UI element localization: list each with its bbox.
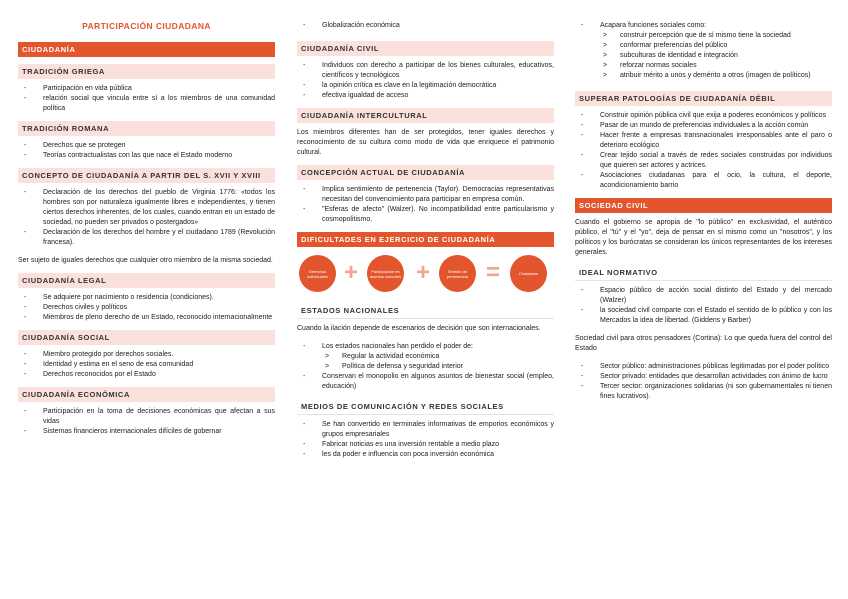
list-item: - Crear tejido social a través de redes sociales construidas por individuos que quieren ser actores y actrices. — [575, 151, 832, 171]
ideal-paragraph: Sociedad civil para otros pensadores (Cortina): Lo que queda fuera del control del Estado — [575, 335, 832, 352]
list-subitem: > conformar preferencias del público — [575, 41, 832, 51]
list-item: - Derechos reconocidos por el Estado — [18, 370, 275, 380]
list-actual — [297, 185, 554, 225]
page-title: PARTICIPACIÓN CIUDADANA — [82, 21, 211, 31]
circle-derechos-individuales: Derechos individuales — [299, 255, 336, 292]
sociedad-civil-paragraph: Cuando el gobierno se apropia de "lo público" en exclusividad, el auténtico público, el "tú" y el "yo", deja de pensar en sí mismo como un "nosotros", y los políticos y los burócratas se consideran los únicos representantes de los intereses generales. — [575, 219, 832, 256]
list-item: - Participación en vida pública — [18, 84, 275, 94]
list-item: - "Esferas de afecto" (Walzer). No incompatibilidad entre particularismo y cosmopolitismo. — [297, 205, 554, 225]
section-ciudadania-civil: CIUDADANÍA CIVIL — [297, 41, 554, 56]
list-social — [18, 350, 275, 380]
list-tradicion-griega — [18, 84, 275, 114]
list-col3-top — [575, 21, 832, 81]
list-item: - Teorías contractualistas con las que nace el Estado moderno — [18, 151, 275, 161]
circle-sentido-pertenencia: Sentido de pertenencia — [439, 255, 476, 292]
list-subitem: > subculturas de identidad e integración — [575, 51, 832, 61]
list-item: - Hacer frente a empresas transnacionales irresponsables ante el paro o deterioro ecológico — [575, 131, 832, 151]
list-subitem: > Regular la actividad económica — [297, 352, 554, 362]
list-item: - Derechos civiles y políticos — [18, 303, 275, 313]
concepto-paragraph: Ser sujeto de iguales derechos que cualquier otro miembro de la misma sociedad. — [18, 257, 273, 264]
list-tradicion-romana — [18, 141, 275, 161]
section-medios-comunicacion: MEDIOS DE COMUNICACIÓN Y REDES SOCIALES — [297, 399, 554, 415]
section-sociedad-civil: SOCIEDAD CIVIL — [575, 198, 832, 213]
list-legal — [18, 293, 275, 323]
list-subitem: > construir percepción que de sí mismo tiene la sociedad — [575, 31, 832, 41]
section-superar-patologias: SUPERAR PATOLOGÍAS DE CIUDADANÍA DÉBIL — [575, 91, 832, 106]
list-item: - la opinión crítica es clave en la legitimación democrática — [297, 81, 554, 91]
list-item: - Implica sentimiento de pertenencia (Taylor). Democracias representativas necesitan del convencimiento para participar en empresa común. — [297, 185, 554, 205]
list-subitem: > atribuir mérito a unos y demérito a otros (imagen de políticos) — [575, 71, 832, 81]
section-ciudadania-legal: CIUDADANÍA LEGAL — [18, 273, 275, 288]
column-3 — [575, 0, 832, 402]
intercultural-paragraph: Los miembros diferentes han de ser protegidos, tener iguales derechos y reconocimiento de su cultura como modo de vida que enriquece el patrimonio cultural. — [297, 129, 554, 156]
list-item: - Sistemas financieros internacionales difíciles de gobernar — [18, 427, 275, 437]
list-medios — [297, 420, 554, 460]
list-item: - Construir opinión pública civil que exija a poderes económicos y políticos — [575, 111, 832, 121]
list-item: - la sociedad civil comparte con el Estado el sentido de lo público y con los Mercados la idea de libertad. (Giddens y Barber) — [575, 306, 832, 326]
list-item: - Espacio público de acción social distinto del Estado y del mercado (Walzer) — [575, 286, 832, 306]
section-dificultades: DIFICULTADES EN EJERCICIO DE CIUDADANÍA — [297, 232, 554, 247]
list-item: - Sector privado: entidades que desarrollan actividades con ánimo de lucro — [575, 372, 832, 382]
list-item: - Sector público: administraciones públicas legitimadas por el poder político — [575, 362, 832, 372]
section-tradicion-griega: TRADICIÓN GRIEGA — [18, 64, 275, 79]
list-item: - Acapara funciones sociales como: — [575, 21, 832, 31]
plus-operator: + — [344, 259, 359, 286]
list-item: - Miembro protegido por derechos sociales. — [18, 350, 275, 360]
list-item: - Declaración de los derechos del pueblo de Virginia 1776: «todos los hombres son por naturaleza igualmente libres e independientes, y tienen ciertos derechos inherentes, de los cuales, cuando entran en un estado de sociedad, no pueden ser privados o postergados» — [18, 188, 275, 228]
list-estados — [297, 342, 554, 392]
equals-operator: = — [486, 259, 501, 286]
column-2 — [297, 0, 554, 460]
list-item: - Miembros de pleno derecho de un Estado, reconocido internacionalmente — [18, 313, 275, 323]
list-item: - Globalización económica — [297, 21, 554, 31]
list-item: - Se adquiere por nacimiento o residencia (condiciones). — [18, 293, 275, 303]
list-item: - Pasar de un mundo de preferencias individuales a la acción común — [575, 121, 832, 131]
section-ideal-normativo: IDEAL NORMATIVO — [575, 265, 832, 281]
list-civil — [297, 61, 554, 101]
list-economica — [18, 407, 275, 437]
section-concepcion-actual: CONCEPCIÓN ACTUAL DE CIUDADANÍA — [297, 165, 554, 180]
circle-ciudadano: Ciudadano — [510, 255, 547, 292]
list-subitem: > Política de defensa y seguridad interior — [297, 362, 554, 372]
ciudadania-equation-diagram — [297, 252, 554, 296]
section-ciudadania-social: CIUDADANÍA SOCIAL — [18, 330, 275, 345]
section-concepto-ciudadania: CONCEPTO DE CIUDADANÍA A PARTIR DEL S. XVII Y XVIII — [18, 168, 275, 183]
section-tradicion-romana: TRADICIÓN ROMANA — [18, 121, 275, 136]
list-item: - Se han convertido en terminales informativas de emporios económicos y grupos empresariales — [297, 420, 554, 440]
list-item: - relación social que vincula entre sí a los miembros de una comunidad política — [18, 94, 275, 114]
list-superar — [575, 111, 832, 191]
list-item: - Declaración de los derechos del hombre y el ciudadano 1789 (Revolución francesa). — [18, 228, 275, 248]
list-subitem: > reforzar normas sociales — [575, 61, 832, 71]
column-1 — [18, 0, 275, 437]
estados-paragraph: Cuando la ilación depende de escenarios de decisión que son internacionales. — [297, 325, 541, 332]
section-ciudadania-header: CIUDADANÍA — [18, 42, 275, 57]
list-item: - Tercer sector: organizaciones solidarias (ni son gubernamentales ni tienen fines lucrativos). — [575, 382, 832, 402]
plus-operator: + — [416, 259, 431, 286]
section-estados-nacionales: ESTADOS NACIONALES — [297, 303, 554, 319]
circle-participacion: Participación en asuntos comunes — [367, 255, 404, 292]
list-item: - les da poder e influencia con poca inversión económica — [297, 450, 554, 460]
list-col2-top — [297, 21, 554, 31]
list-item: - Los estados nacionales han perdido el poder de: — [297, 342, 554, 352]
section-ciudadania-intercultural: CIUDADANÍA INTERCULTURAL — [297, 108, 554, 123]
list-item: - Fabricar noticias es una inversión rentable a medio plazo — [297, 440, 554, 450]
list-item: - Conservan el monopolio en algunos asuntos de bienestar social (empleo, educación) — [297, 372, 554, 392]
list-item: - Derechos que se protegen — [18, 141, 275, 151]
section-ciudadania-economica: CIUDADANÍA ECONÓMICA — [18, 387, 275, 402]
list-ideal — [575, 286, 832, 326]
list-concepto — [18, 188, 275, 248]
list-item: - Participación en la toma de decisiones económicas que afectan a sus vidas — [18, 407, 275, 427]
list-item: - efectiva igualdad de acceso — [297, 91, 554, 101]
list-item: - Identidad y estima en el seno de esa comunidad — [18, 360, 275, 370]
list-item: - Asociaciones ciudadanas para el ocio, la cultura, el deporte, acondicionamiento barrio — [575, 171, 832, 191]
list-sectores — [575, 362, 832, 402]
list-item: - Individuos con derecho a participar de los bienes culturales, educativos, científicos y tecnológicos — [297, 61, 554, 81]
